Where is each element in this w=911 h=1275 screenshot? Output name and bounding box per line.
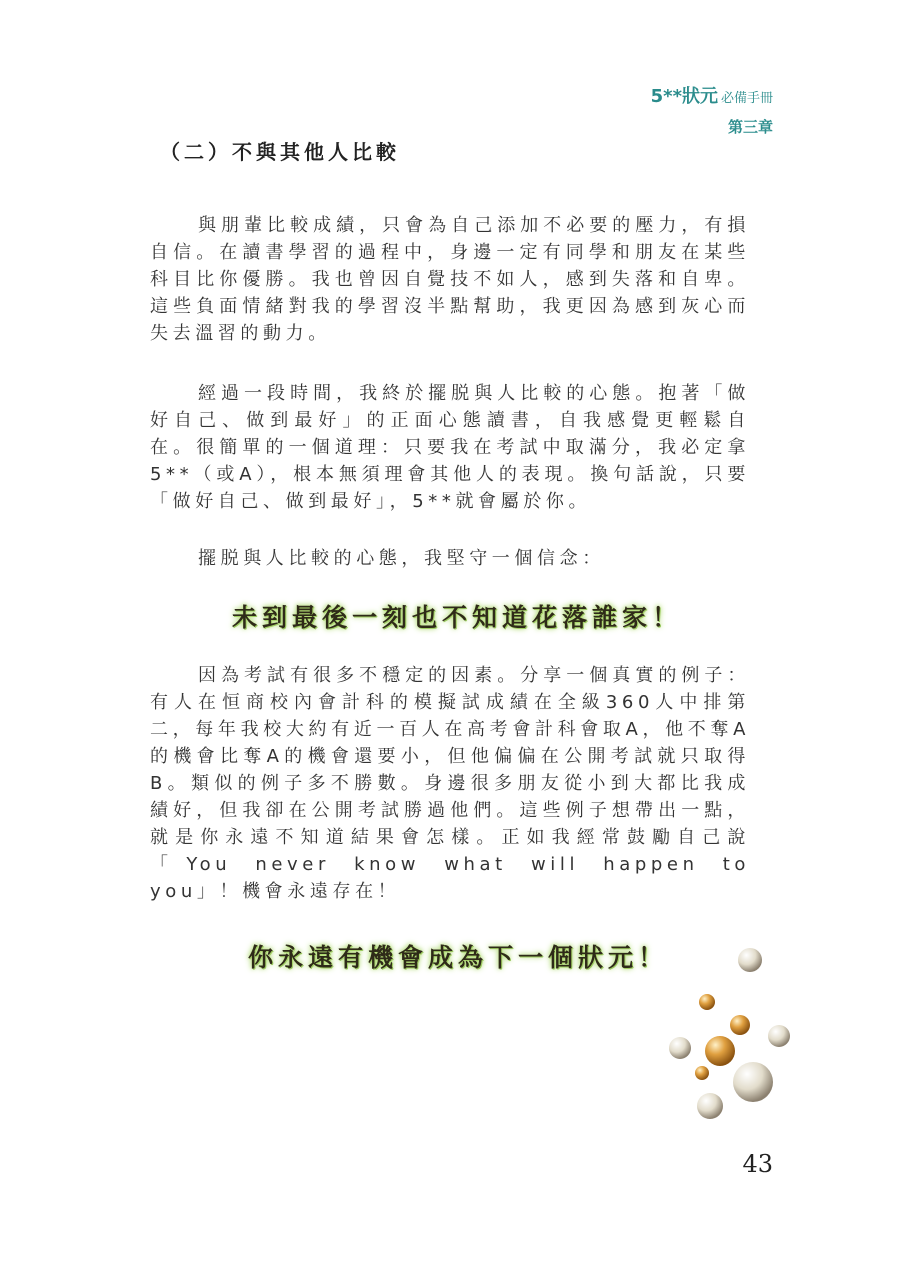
paragraph-2: 經過一段時間，我終於擺脱與人比較的心態。抱著「做好自己、做到最好」的正面心態讀書，自我感覺更輕鬆自在。很簡單的一個道理：只要我在考試中取滿分，我必定拿5**（或A），根本無須理會其他人的表現。換句話說，只要「做好自己、做到最好」，5**就會屬於你。 — [150, 383, 750, 512]
motto-2: 你永遠有機會成為下一個狀元！ — [248, 943, 669, 972]
book-title: 5**狀元 必備手冊 — [650, 86, 773, 107]
motto-1: 未到最後一刻也不知道花落誰家！ — [232, 603, 683, 632]
running-header — [651, 86, 773, 138]
paragraph-1: 與朋輩比較成績，只會為自己添加不必要的壓力，有損自信。在讀書學習的過程中，身邊一定有同學和朋友在某些科目比你優勝。我也曾因自覺技不如人，感到失落和自卑。這些負面情緒對我的學習沒半點幫助，我更因為感到灰心而失去溫習的動力。 — [150, 215, 750, 344]
section-title: （二）不與其他人比較 — [160, 140, 400, 164]
paragraph-3: 擺脱與人比較的心態，我堅守一個信念： — [198, 548, 605, 569]
book-subtitle: 必備手冊 — [720, 91, 773, 106]
paragraph-4: 因為考試有很多不穩定的因素。分享一個真實的例子：有人在恒商校內會計科的模擬試成績在全級360人中排第二，每年我校大約有近一百人在高考會計科會取A，他不奪A的機會比奪A的機會還要小，但他偏偏在公開考試就只取得B。類似的例子多不勝數。身邊很多朋友從小到大都比我成績好，但我卻在公開考試勝過他們。這些例子想帶出一點，就是你永遠不知道結果會怎樣。正如我經常鼓勵自己說「You never know what will happen to you」！機會永遠存在！ — [150, 665, 750, 902]
page-number: 43 — [742, 1150, 773, 1178]
chapter-label: 第三章 — [727, 118, 773, 136]
pearl-beads-icon — [650, 930, 820, 1140]
